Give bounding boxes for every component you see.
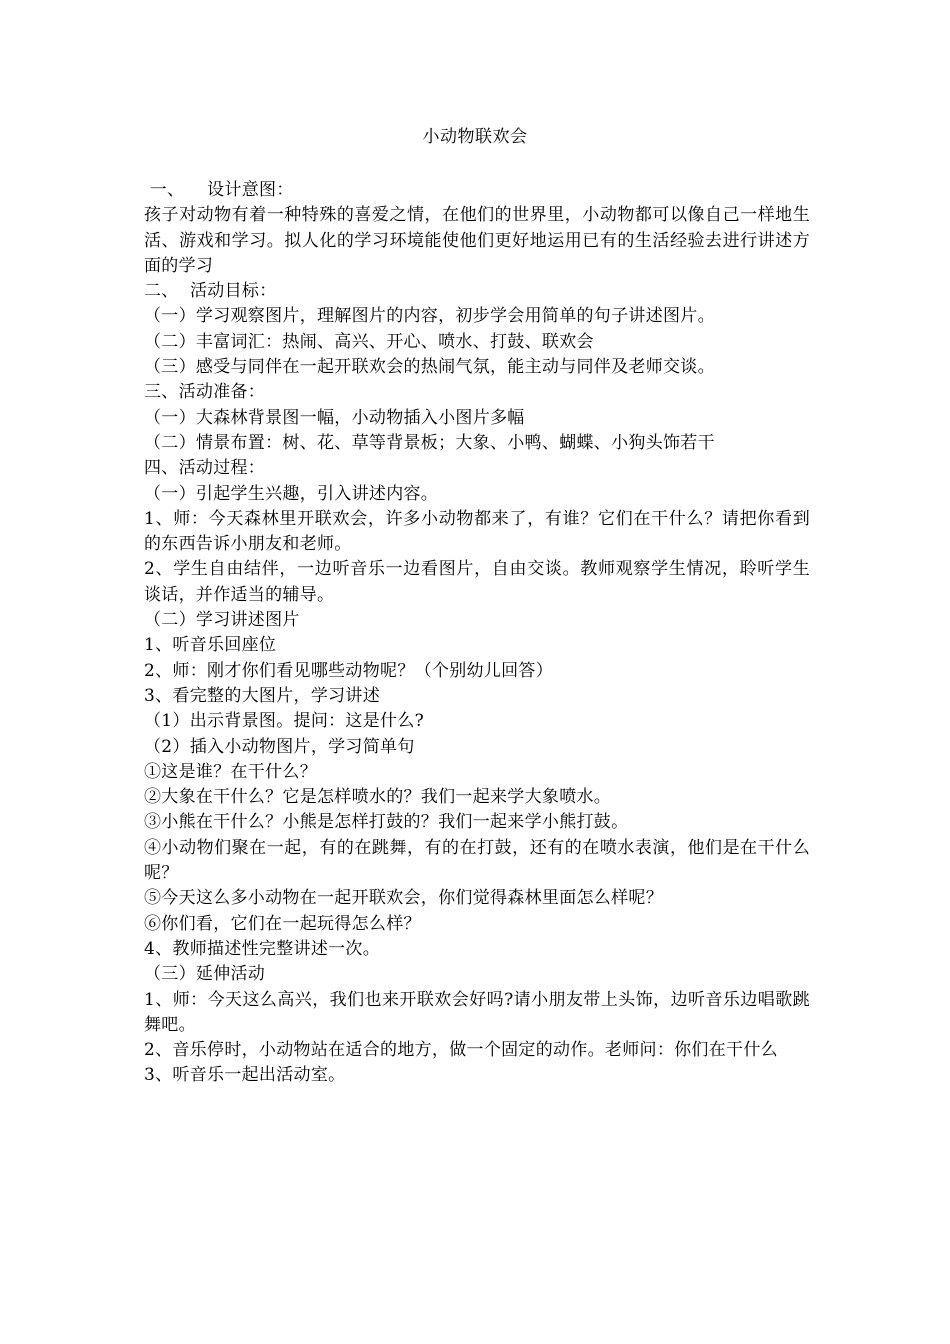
process-subheading-2: （二）学习讲述图片 — [144, 610, 300, 631]
process-step-2-4: 4、教师描述性完整讲述一次。 — [144, 938, 381, 959]
question-item-2: ②大象在干什么？它是怎样喷水的？我们一起来学大象喷水。 — [144, 787, 612, 808]
extension-step-2: 2、音乐停时，小动物站在适合的地方，做一个固定的动作。老师问：你们在干什么 — [144, 1040, 778, 1061]
goal-item-2: （二）丰富词汇：热闹、高兴、开心、喷水、打鼓、联欢会 — [144, 331, 594, 352]
extension-step-3: 3、听音乐一起出活动室。 — [144, 1065, 346, 1086]
process-step-1-2: 2、学生自由结伴，一边听音乐一边看图片，自由交谈。教师观察学生情况，聆听学生谈话，并作适当的辅导。 — [144, 559, 810, 605]
process-substep-2: （2）插入小动物图片，学习简单句 — [144, 736, 415, 757]
process-step-2-3: 3、看完整的大图片，学习讲述 — [144, 685, 381, 706]
question-item-6: ⑥你们看，它们在一起玩得怎么样？ — [144, 913, 421, 934]
section-heading-design-intent: 一、 设计意图： — [144, 180, 294, 200]
document-body — [144, 178, 810, 1089]
question-item-1: ①这是谁？在干什么？ — [144, 761, 317, 782]
process-substep-1: （1）出示背景图。提问：这是什么? — [144, 711, 425, 732]
goal-item-1: （一）学习观察图片，理解图片的内容，初步学会用简单的句子讲述图片。 — [144, 306, 715, 327]
extension-step-1: 1、师：今天这么高兴，我们也来开联欢会好吗?请小朋友带上头饰，边听音乐边唱歌跳舞吧。 — [144, 989, 810, 1035]
question-item-3: ③小熊在干什么？小熊是怎样打鼓的？我们一起来学小熊打鼓。 — [144, 812, 629, 833]
process-subheading-3: （三）延伸活动 — [144, 964, 266, 985]
section-heading-preparation: 三、活动准备： — [144, 382, 266, 403]
process-step-2-2: 2、师：刚才你们看见哪些动物呢？（个别幼儿回答） — [144, 660, 554, 681]
document-title: 小动物联欢会 — [422, 127, 528, 147]
preparation-item-2: （二）情景布置：树、花、草等背景板；大象、小鸭、蝴蝶、小狗头饰若干 — [144, 432, 715, 453]
section-heading-process: 四、活动过程： — [144, 458, 266, 479]
goal-item-3: （三）感受与同伴在一起开联欢会的热闹气氛，能主动与同伴及老师交谈。 — [144, 357, 715, 378]
question-item-5: ⑤今天这么多小动物在一起开联欢会，你们觉得森林里面怎么样呢？ — [144, 888, 663, 909]
process-subheading-1: （一）引起学生兴趣，引入讲述内容。 — [144, 483, 439, 504]
preparation-item-1: （一）大森林背景图一幅，小动物插入小图片多幅 — [144, 407, 525, 428]
section-heading-goals: 二、 活动目标： — [144, 281, 277, 302]
process-step-2-1: 1、听音乐回座位 — [144, 635, 277, 656]
question-item-4: ④小动物们聚在一起，有的在跳舞，有的在打鼓，还有的在喷水表演，他们是在干什么呢？ — [144, 837, 810, 884]
process-step-1-1: 1、师：今天森林里开联欢会，许多小动物都来了，有谁？它们在干什么？请把你看到的东西告诉小朋友和老师。 — [144, 508, 810, 555]
paragraph-design-intent: 孩子对动物有着一种特殊的喜爱之情，在他们的世界里，小动物都可以像自己一样地生活、游戏和学习。拟人化的学习环境能使他们更好地运用已有的生活经验去进行讲述方面的学习 — [144, 205, 810, 276]
